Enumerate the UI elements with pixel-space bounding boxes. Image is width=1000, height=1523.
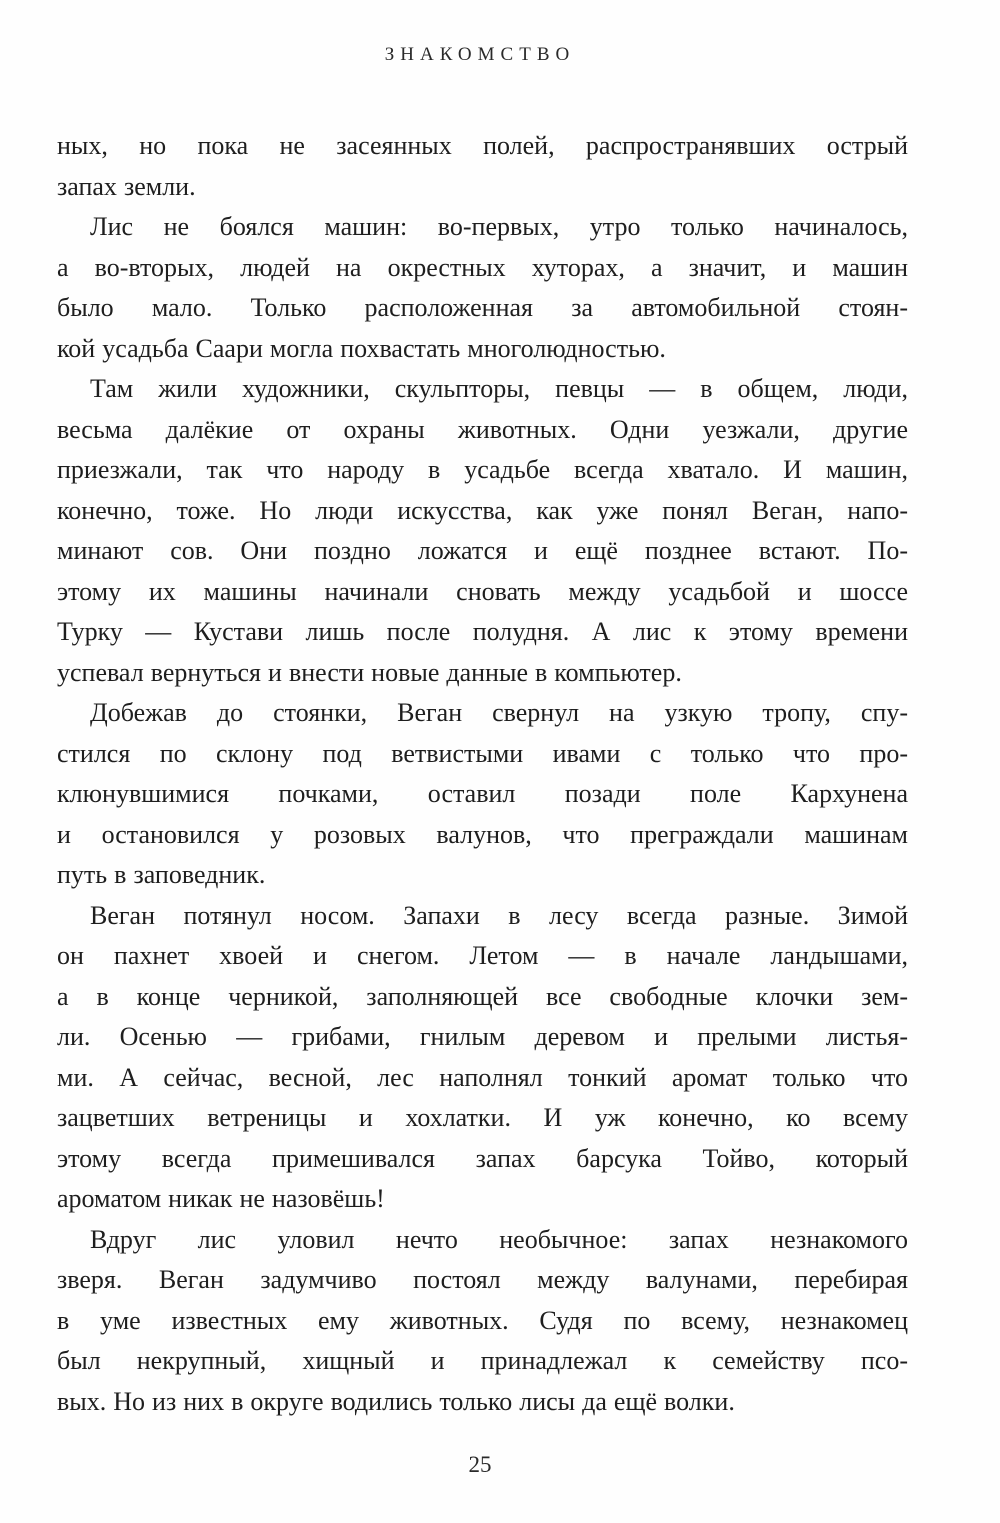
- text-line: Турку — Кустави лишь после полудня. А лис к этому времени: [57, 617, 908, 646]
- text-line: Добежав до стоянки, Веган свернул на узкую тропу, спу-: [90, 698, 908, 727]
- paragraph: [57, 896, 908, 1220]
- text-line: ли. Осенью — грибами, гнилым деревом и прелыми листья-: [57, 1022, 908, 1051]
- text-line: Веган потянул носом. Запахи в лесу всегда разные. Зимой: [90, 900, 908, 930]
- paragraph: [57, 207, 908, 369]
- text-line: этому всегда примешивался запах барсука Тойво, который: [57, 1143, 908, 1173]
- text-line: зацветших ветреницы и хохлатки. И уж конечно, ко всему: [57, 1103, 908, 1132]
- text-line: в уме известных ему животных. Судя по всему, незнакомец: [57, 1305, 908, 1335]
- text-line: Вдруг лис уловил нечто необычное: запах незнакомого: [90, 1224, 908, 1254]
- text-line: ми. А сейчас, весной, лес наполнял тонкий аромат только что: [57, 1062, 908, 1092]
- text-line: было мало. Только расположенная за автомобильной стоян-: [57, 293, 908, 322]
- paragraph: [57, 693, 908, 896]
- paragraph: [57, 369, 908, 693]
- text-line: ных, но пока не засеянных полей, распространявших острый: [57, 131, 908, 160]
- text-line: а в конце черникой, заполняющей все свободные клочки зем-: [57, 981, 908, 1011]
- paragraph: [57, 1220, 908, 1423]
- text-line: приезжали, так что народу в усадьбе всегда хватало. И машин,: [57, 455, 908, 484]
- text-line: кой усадьба Саари могла похвастать многолюдностью.: [57, 333, 666, 363]
- text-line: минают сов. Они поздно ложатся и ещё позднее встают. По-: [57, 536, 908, 565]
- page-body: [57, 126, 908, 1422]
- text-line: этому их машины начинали сновать между усадьбой и шоссе: [57, 576, 908, 606]
- text-line: был некрупный, хищный и принадлежал к семейству псо-: [57, 1346, 908, 1375]
- text-line: стился по склону под ветвистыми ивами с только что про-: [57, 738, 908, 768]
- text-line: клюнувшимися почками, оставил позади поле Кархунена: [57, 779, 908, 808]
- text-line: он пахнет хвоей и снегом. Летом — в начале ландышами,: [57, 941, 908, 970]
- text-line: Там жили художники, скульпторы, певцы — в общем, люди,: [90, 374, 908, 403]
- text-line: запах земли.: [57, 171, 196, 201]
- text-line: зверя. Веган задумчиво постоял между валунами, перебирая: [57, 1265, 908, 1294]
- text-line: конечно, тоже. Но люди искусства, как уже понял Веган, напо-: [57, 495, 908, 525]
- text-line: успевал вернуться и внести новые данные в компьютер.: [57, 657, 682, 687]
- text-line: и остановился у розовых валунов, что преграждали машинам: [57, 819, 908, 849]
- text-line: ароматом никак не назовёшь!: [57, 1184, 385, 1213]
- text-line: вых. Но из них в округе водились только лисы да ещё волки.: [57, 1386, 735, 1416]
- text-line: путь в заповедник.: [57, 860, 266, 889]
- text-line: весьма далёкие от охраны животных. Одни уезжали, другие: [57, 414, 908, 444]
- chapter-title: ЗНАКОМСТВО: [384, 44, 576, 65]
- text-line: Лис не боялся машин: во-первых, утро только начиналось,: [90, 212, 908, 241]
- page-number: 25: [468, 1452, 492, 1477]
- paragraph: [57, 126, 908, 207]
- text-line: а во-вторых, людей на окрестных хуторах, а значит, и машин: [57, 252, 908, 282]
